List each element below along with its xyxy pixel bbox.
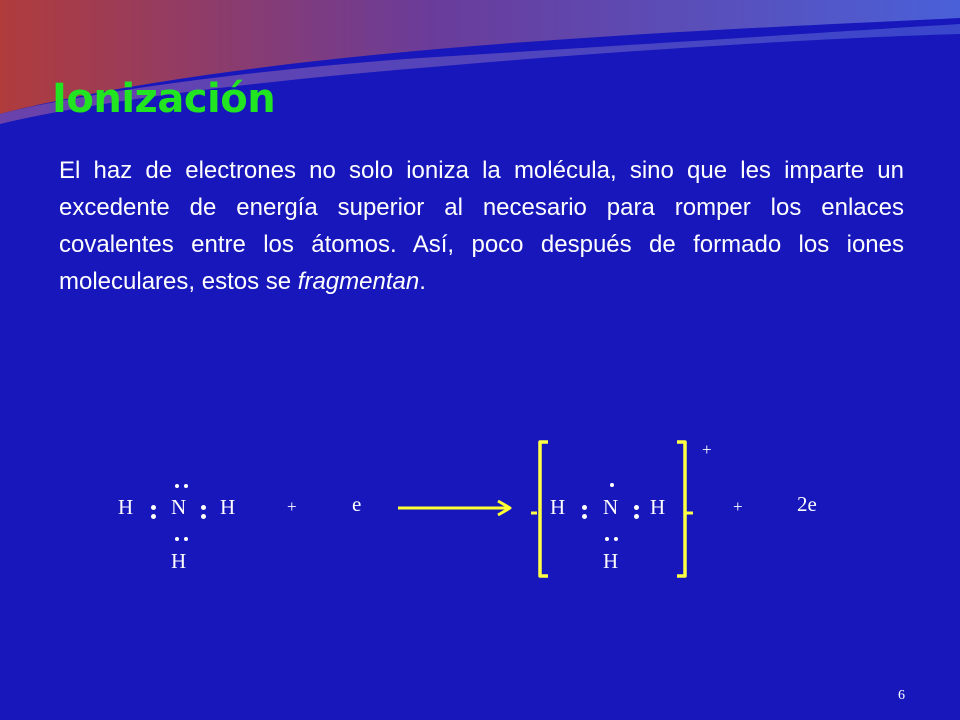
product-n: N: [603, 495, 619, 519]
body-paragraph: [59, 152, 904, 300]
electron-symbol: e: [352, 492, 362, 516]
product-h-left: H: [550, 495, 566, 519]
body-text-end: .: [419, 268, 426, 295]
body-text-main: El haz de electrones no solo ioniza la molécula, sino que les imparte un excedente de energía superior al necesario para romper los enlaces covalentes entre los átomos. Así, poco después de formado los iones moleculares, estos se: [59, 157, 904, 295]
reactant-n: N: [171, 495, 187, 519]
plus-sign-1: +: [287, 497, 297, 516]
reactant-h-left: H: [118, 495, 134, 519]
reactant-h-right: H: [220, 495, 236, 519]
plus-sign-2: +: [733, 497, 743, 516]
page-number: 6: [898, 688, 905, 703]
reaction-arrow: [398, 498, 518, 518]
product-h-bottom: H: [603, 549, 619, 573]
slide-title: Ionización: [52, 76, 276, 122]
body-text-emphasis: fragmentan: [297, 268, 420, 295]
ion-charge: +: [702, 440, 712, 459]
reactant-h-bottom: H: [171, 549, 187, 573]
product-h-right: H: [650, 495, 666, 519]
electrons-out: 2e: [797, 492, 817, 516]
